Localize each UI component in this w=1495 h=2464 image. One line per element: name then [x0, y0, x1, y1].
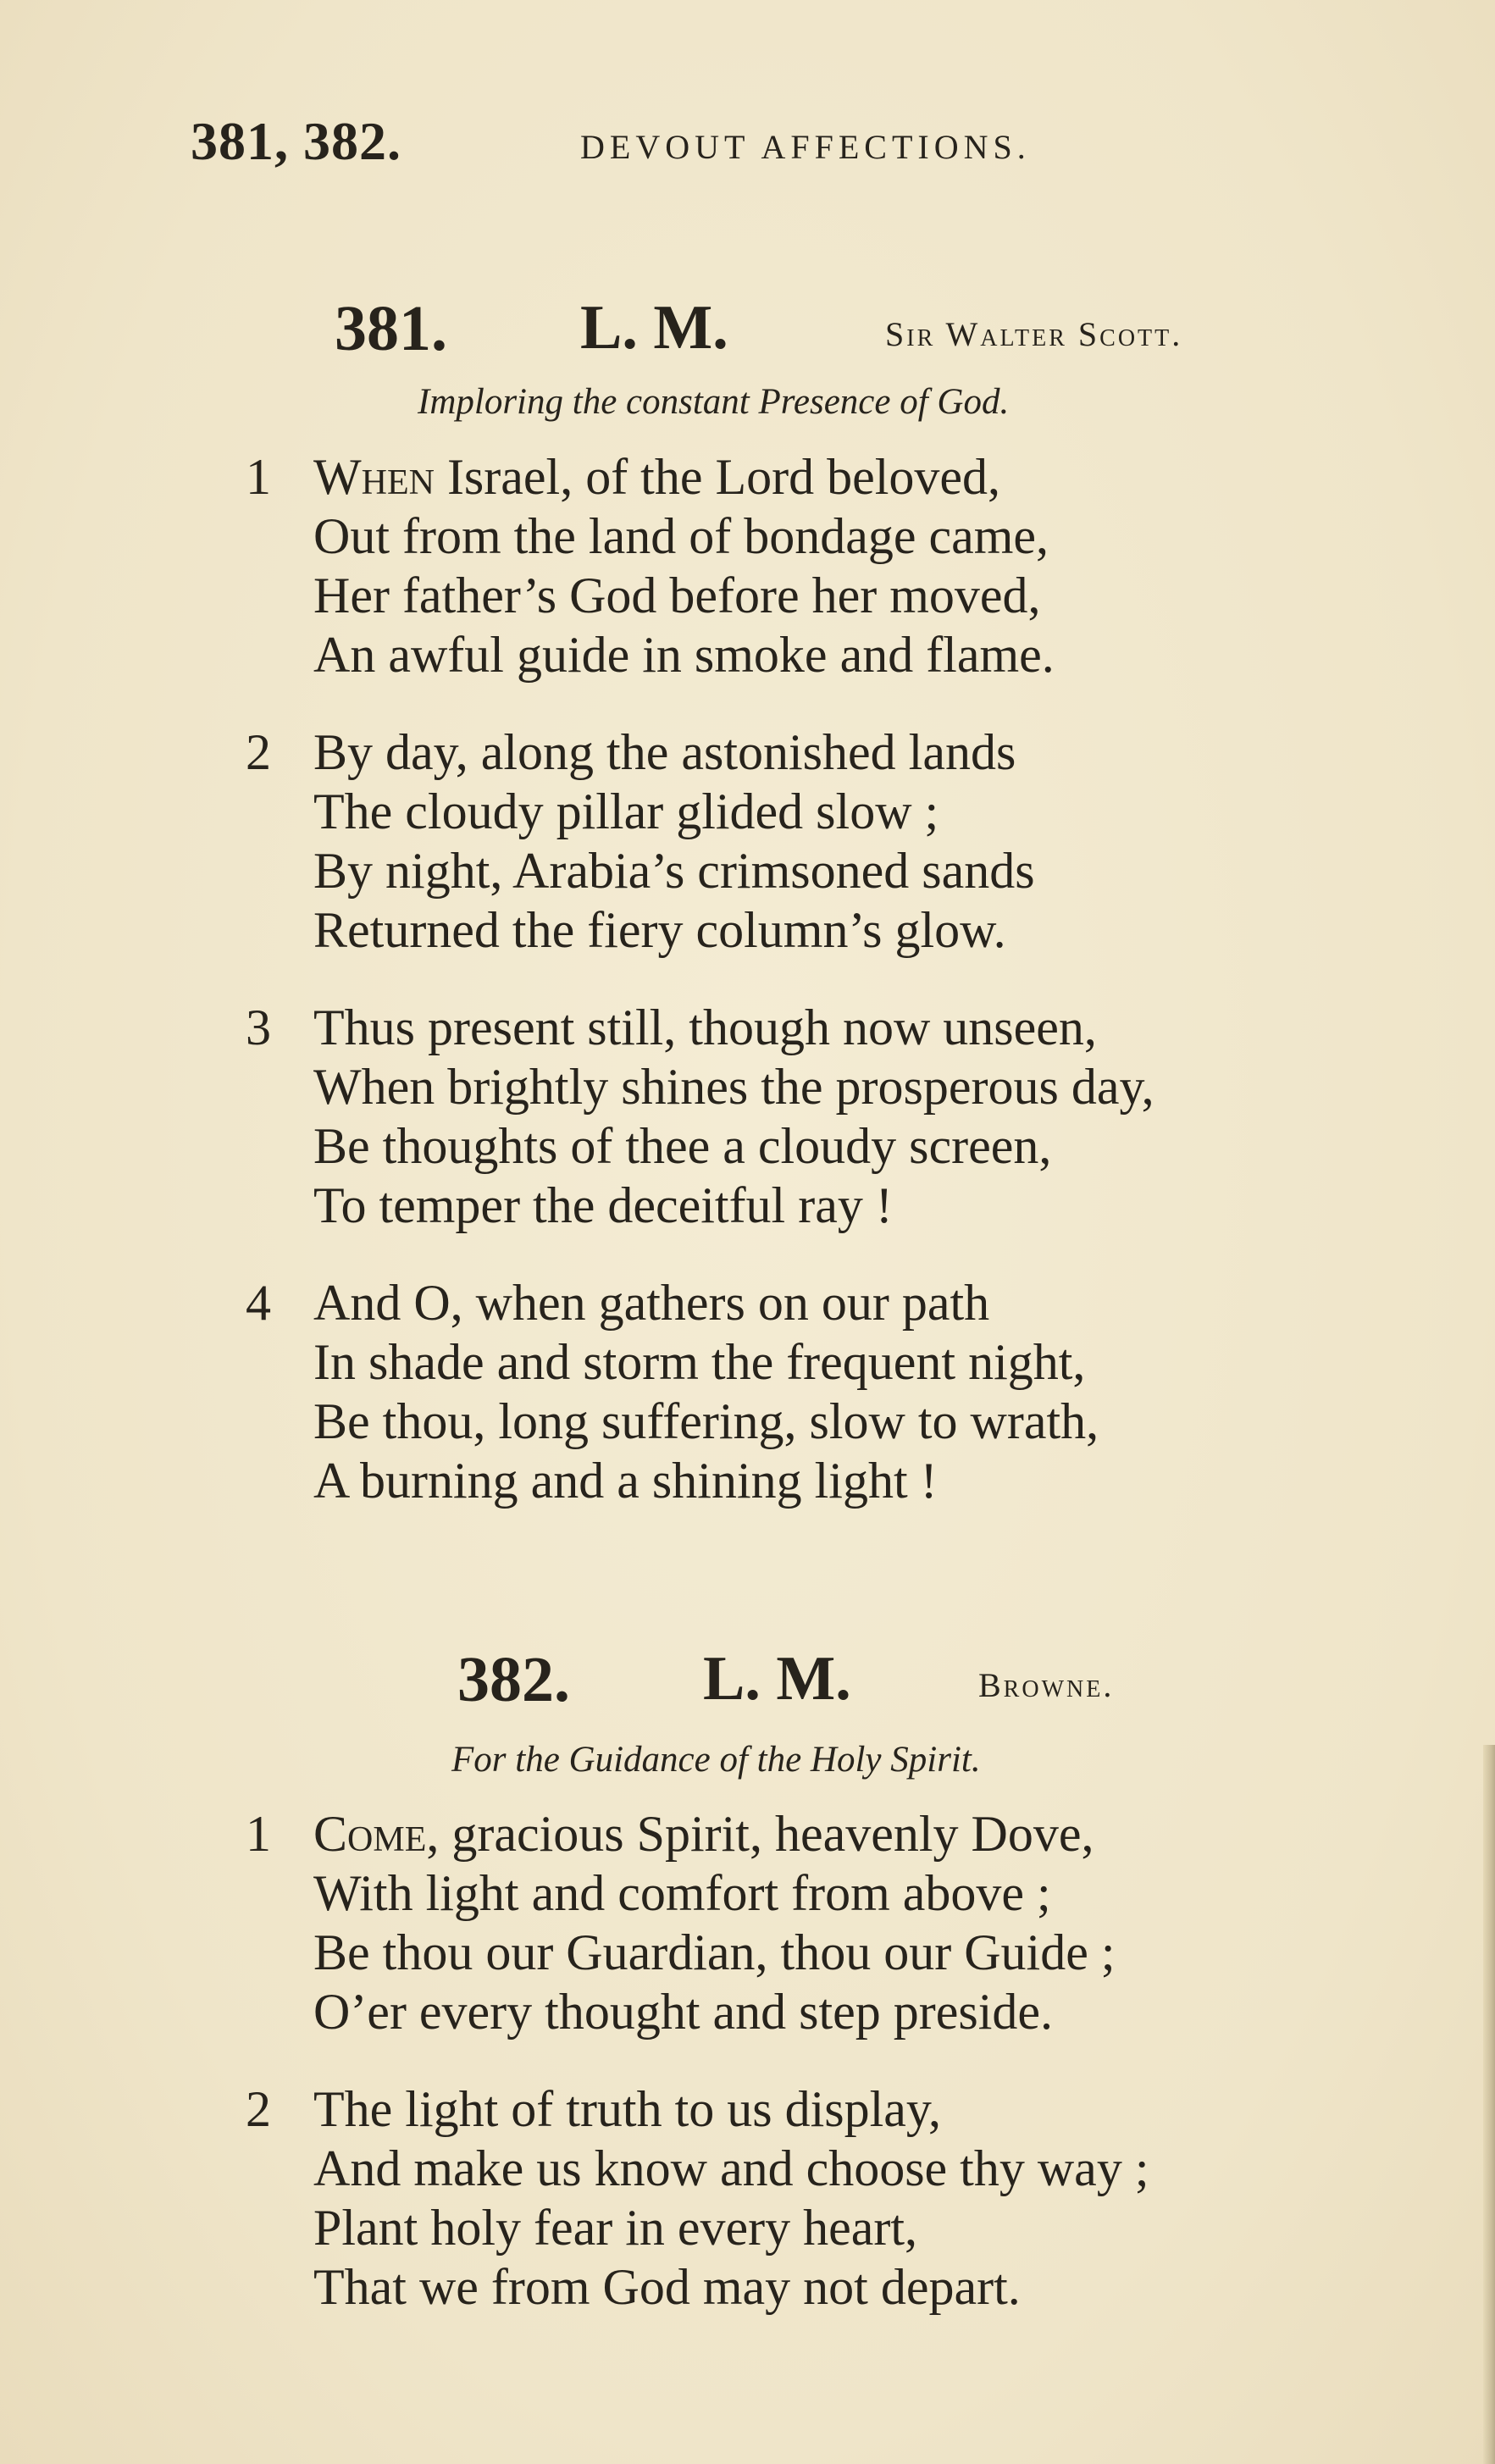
hymn-heading: [0, 1643, 1495, 1715]
hymn-subtitle: Imploring the constant Presence of God.: [418, 382, 1010, 422]
stanza-number: 2: [246, 724, 271, 780]
verse-line: Be thou our Guardian, thou our Guide ;: [313, 1924, 1116, 1980]
hymn-heading: [0, 292, 1495, 364]
stanza-number: 1: [246, 1806, 271, 1862]
hymn-author: Browne.: [978, 1666, 1115, 1704]
hymn-author: Sir Walter Scott.: [885, 315, 1183, 353]
verse-line: The cloudy pillar glided slow ;: [313, 783, 939, 839]
verse-line: Thus present still, though now unseen,: [313, 999, 1097, 1055]
first-word: When: [313, 449, 435, 505]
verse-line: A burning and a shining light !: [313, 1453, 938, 1509]
hymn-subtitle: For the Guidance of the Holy Spirit.: [451, 1740, 981, 1780]
verse-line: With light and comfort from above ;: [313, 1865, 1051, 1921]
verse-line: An awful guide in smoke and flame.: [313, 627, 1055, 683]
hymn-meter: L. M.: [580, 293, 728, 363]
verse-line: O’er every thought and step preside.: [313, 1984, 1054, 2040]
verse-line: That we from God may not depart.: [313, 2259, 1021, 2315]
first-word: Come: [313, 1806, 427, 1862]
stanza-number: 1: [246, 449, 271, 505]
line-text: , gracious Spirit, heavenly Dove,: [426, 1806, 1094, 1862]
running-head-title: DEVOUT AFFECTIONS.: [580, 128, 1031, 166]
verse-line: Be thou, long suffering, slow to wrath,: [313, 1393, 1099, 1449]
running-head-page-numbers: 381, 382.: [191, 111, 401, 171]
page-edge: [1483, 1745, 1495, 2464]
hymn-number: 382.: [457, 1644, 570, 1715]
stanza-number: 4: [246, 1275, 271, 1331]
verse-line: To temper the deceitful ray !: [313, 1177, 893, 1233]
hymn-number: 381.: [335, 293, 447, 364]
hymn-meter: L. M.: [703, 1644, 851, 1714]
verse-line: And make us know and choose thy way ;: [313, 2140, 1149, 2196]
verse-line: Returned the fiery column’s glow.: [313, 902, 1006, 958]
stanza-number: 2: [246, 2081, 271, 2137]
verse-line: Her father’s God before her moved,: [313, 568, 1041, 623]
verse-line: When brightly shines the prosperous day,: [313, 1059, 1154, 1115]
verse-line: In shade and storm the frequent night,: [313, 1334, 1086, 1390]
verse-line: By day, along the astonished lands: [313, 724, 1016, 780]
stanza-number: 3: [246, 999, 271, 1055]
verse-line: Plant holy fear in every heart,: [313, 2200, 918, 2256]
verse-line: The light of truth to us display,: [313, 2081, 942, 2137]
verse-line: And O, when gathers on our path: [313, 1275, 990, 1331]
verse-line: [313, 1804, 1094, 1863]
line-text: Israel, of the Lord beloved,: [434, 449, 1001, 505]
running-head: [191, 110, 1359, 178]
verse-line: Out from the land of bondage came,: [313, 508, 1049, 564]
verse-line: By night, Arabia’s crimsoned sands: [313, 843, 1035, 899]
verse-line: Be thoughts of thee a cloudy screen,: [313, 1118, 1052, 1174]
verse-line: [313, 447, 1000, 507]
